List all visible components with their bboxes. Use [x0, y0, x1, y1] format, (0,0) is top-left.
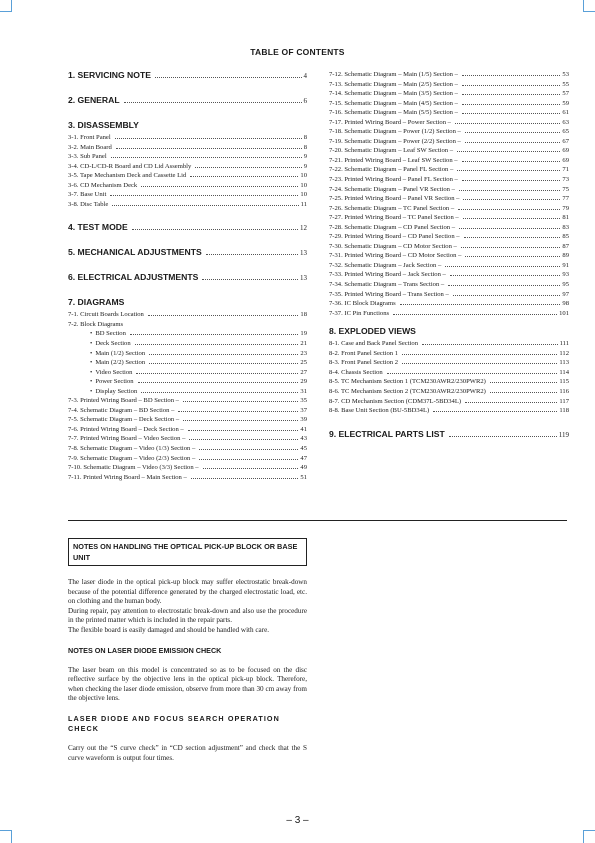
- toc-entry[interactable]: [329, 309, 569, 319]
- toc-label: 6. ELECTRICAL ADJUSTMENTS: [68, 272, 199, 283]
- toc-entry[interactable]: [329, 242, 569, 252]
- toc-sub-entry[interactable]: [68, 387, 307, 397]
- toc-label: 7-24. Schematic Diagram – Panel VR Section –: [329, 185, 455, 193]
- toc-entry[interactable]: [68, 181, 307, 191]
- dot-leader: [199, 449, 298, 450]
- toc-entry[interactable]: [329, 223, 569, 233]
- toc-page-number: 113: [559, 359, 569, 367]
- toc-entry[interactable]: [329, 89, 569, 99]
- notes-box-heading: NOTES ON HANDLING THE OPTICAL PICK-UP BLOCK OR BASE UNIT: [68, 538, 307, 566]
- toc-entry[interactable]: [329, 349, 569, 359]
- dot-leader: [110, 195, 298, 196]
- toc-label: 7-27. Printed Wiring Board – TC Panel Section –: [329, 214, 459, 222]
- dot-leader: [138, 382, 299, 383]
- dot-leader: [149, 354, 298, 355]
- notes-paragraph: Carry out the “S curve check” in “CD section adjustment” and check that the S curve waveform is output four times.: [68, 743, 307, 762]
- toc-sub-entry[interactable]: [68, 339, 307, 349]
- dot-leader: [453, 295, 561, 296]
- toc-page-number: 81: [562, 214, 569, 222]
- crop-mark-bottom-left: [0, 830, 12, 843]
- toc-label: Main (1/2) Section: [95, 349, 146, 357]
- dot-leader: [462, 180, 561, 181]
- toc-label: 7-28. Schematic Diagram – CD Panel Section –: [329, 223, 455, 231]
- toc-label: 7-22. Schematic Diagram – Panel FL Section –: [329, 166, 454, 174]
- focus-search-heading: LASER DIODE AND FOCUS SEARCH OPERATION CHECK: [68, 713, 280, 733]
- toc-page-number: 37: [300, 406, 307, 414]
- toc-label: 3-5. Tape Mechanism Deck and Cassette Lid: [68, 172, 187, 180]
- toc-entry[interactable]: [68, 444, 307, 454]
- toc-page-number: 9: [303, 162, 307, 170]
- toc-label: Power Section: [95, 378, 134, 386]
- toc-page-number: 47: [300, 454, 307, 462]
- toc-entry[interactable]: [68, 473, 307, 483]
- toc-page-number: 8: [303, 134, 307, 141]
- toc-page-number: 57: [562, 90, 569, 98]
- toc-page-number: 115: [559, 378, 569, 386]
- toc-section-heading[interactable]: [68, 70, 307, 82]
- toc-page-number: 29: [300, 378, 307, 386]
- toc-label: 7-25. Printed Wiring Board – Panel VR Section –: [329, 195, 460, 203]
- dot-leader: [462, 104, 560, 105]
- toc-label: 2. GENERAL: [68, 95, 120, 105]
- toc-entry[interactable]: [329, 118, 569, 128]
- dot-leader: [203, 468, 299, 469]
- toc-section-heading[interactable]: [68, 272, 307, 284]
- toc-page-number: 93: [562, 271, 569, 279]
- dot-leader: [199, 459, 298, 460]
- toc-label: 7-33. Printed Wiring Board – Jack Section –: [329, 271, 446, 279]
- toc-page-number: 111: [559, 340, 569, 348]
- toc-label: 7-2. Block Diagrams: [68, 320, 124, 328]
- toc-label: 7-30. Schematic Diagram – CD Motor Section –: [329, 242, 457, 250]
- dot-leader: [463, 199, 560, 200]
- dot-leader: [465, 402, 557, 403]
- toc-page-number: 65: [562, 128, 569, 136]
- toc-label: 8. EXPLODED VIEWS: [329, 326, 416, 337]
- toc-page-number: 23: [300, 349, 307, 357]
- toc-label: 3-6. CD Mechanism Deck: [68, 181, 138, 189]
- toc-entry[interactable]: [68, 162, 307, 172]
- toc-page-number: 49: [300, 464, 307, 472]
- toc-label: 7-10. Schematic Diagram – Video (3/3) Section –: [68, 464, 199, 472]
- toc-entry[interactable]: [68, 143, 307, 153]
- toc-section-heading[interactable]: [68, 120, 307, 131]
- toc-entry[interactable]: [329, 261, 569, 271]
- laser-emission-heading: NOTES ON LASER DIODE EMISSION CHECK: [68, 645, 222, 655]
- dot-leader: [124, 102, 302, 103]
- crop-mark-top-left: [0, 0, 12, 12]
- bullet-icon: •: [90, 368, 93, 376]
- toc-label: 7-16. Schematic Diagram – Main (5/5) Section –: [329, 109, 458, 117]
- toc-page-number: 69: [562, 156, 569, 164]
- toc-page-number: 97: [562, 290, 569, 298]
- page-number: – 3 –: [286, 815, 309, 826]
- toc-entry[interactable]: [68, 200, 307, 210]
- toc-page-number: 73: [562, 176, 569, 184]
- toc-page-number: 35: [300, 397, 307, 405]
- toc-label: 7-13. Schematic Diagram – Main (2/5) Section –: [329, 80, 458, 88]
- toc-page-number: 21: [300, 340, 307, 348]
- bullet-icon: •: [90, 387, 93, 395]
- toc-entry[interactable]: [68, 463, 307, 473]
- dot-leader: [465, 256, 560, 257]
- toc-label: 7-8. Schematic Diagram – Video (1/3) Section –: [68, 445, 196, 453]
- dot-leader: [448, 285, 560, 286]
- dot-leader: [206, 254, 298, 255]
- toc-label: Main (2/2) Section: [95, 359, 146, 367]
- dot-leader: [465, 132, 561, 133]
- toc-label: 7-32. Schematic Diagram – Jack Section –: [329, 261, 442, 269]
- toc-entry[interactable]: [68, 406, 307, 416]
- dot-leader: [464, 237, 561, 238]
- dot-leader: [141, 392, 298, 393]
- toc-label: Display Section: [95, 387, 138, 395]
- toc-page-number: 10: [300, 191, 307, 199]
- toc-label: 7-6. Printed Wiring Board – Deck Section –: [68, 425, 184, 433]
- toc-label: 9. ELECTRICAL PARTS LIST: [329, 428, 445, 439]
- toc-page-number: 91: [562, 261, 569, 269]
- toc-label: Deck Section: [95, 340, 131, 348]
- toc-label: 4. TEST MODE: [68, 222, 128, 233]
- toc-label: 8-3. Front Panel Section 2: [329, 359, 399, 367]
- toc-page-number: 25: [300, 359, 307, 367]
- toc-entry[interactable]: [68, 434, 307, 444]
- dot-leader: [183, 401, 298, 402]
- toc-page-number: 77: [562, 195, 569, 203]
- toc-label: 7-14. Schematic Diagram – Main (3/5) Section –: [329, 90, 458, 98]
- toc-sub-entry[interactable]: [68, 349, 307, 359]
- toc-entry[interactable]: [68, 310, 307, 320]
- toc-label: 3-2. Main Board: [68, 143, 112, 151]
- toc-label: 1. SERVICING NOTE: [68, 70, 151, 80]
- toc-page-number: 117: [559, 397, 569, 405]
- dot-leader: [462, 85, 560, 86]
- toc-label: BD Section: [95, 330, 126, 338]
- dot-leader: [449, 436, 557, 437]
- toc-entry[interactable]: [329, 194, 569, 204]
- dot-leader: [463, 218, 561, 219]
- toc-entry[interactable]: [68, 425, 307, 435]
- toc-entry[interactable]: [68, 320, 307, 330]
- toc-label: 3-4. CD-L/CD-R Board and CD Lid Assembly: [68, 162, 192, 170]
- toc-label: 7-31. Printed Wiring Board – CD Motor Section –: [329, 252, 462, 260]
- toc-label: 7-34. Schematic Diagram – Trans Section –: [329, 281, 445, 289]
- toc-page-number: 53: [562, 71, 569, 78]
- toc-page-number: 67: [562, 137, 569, 145]
- toc-label: Video Section: [95, 368, 133, 376]
- toc-label: 7-9. Schematic Diagram – Video (2/3) Section –: [68, 454, 196, 462]
- toc-entry[interactable]: [68, 133, 307, 143]
- toc-label: 7-15. Schematic Diagram – Main (4/5) Section –: [329, 99, 458, 107]
- toc-sub-entry[interactable]: [68, 358, 307, 368]
- toc-page-number: 114: [559, 368, 569, 376]
- toc-page-number: 71: [562, 166, 569, 174]
- toc-page-number: 101: [559, 309, 569, 317]
- dot-leader: [461, 247, 561, 248]
- toc-entry[interactable]: [329, 137, 569, 147]
- toc-right-column: [329, 70, 569, 443]
- dot-leader: [445, 266, 560, 267]
- dot-leader: [132, 229, 298, 230]
- toc-sub-entry[interactable]: [68, 377, 307, 387]
- notes-paragraph: The laser beam on this model is concentrated so as to be focused on the disc reflective surface by the objective lens in the optical pick-up block. Therefore, when checking the laser diode emission, observe from more than 30 cm away from the objective lens.: [68, 665, 307, 703]
- dot-leader: [455, 123, 560, 124]
- toc-page-number: 83: [562, 223, 569, 231]
- toc-entry[interactable]: [329, 213, 569, 223]
- toc-page-number: 13: [300, 249, 307, 258]
- toc-entry[interactable]: [329, 185, 569, 195]
- page-title: TABLE OF CONTENTS: [250, 47, 345, 57]
- toc-label: 7-12. Schematic Diagram – Main (1/5) Section –: [329, 71, 458, 78]
- toc-entry[interactable]: [329, 387, 569, 397]
- toc-sub-entry[interactable]: [68, 368, 307, 378]
- dot-leader: [462, 75, 560, 76]
- toc-label: 7-21. Printed Wiring Board – Leaf SW Section –: [329, 156, 458, 164]
- toc-section-heading[interactable]: [68, 297, 307, 308]
- toc-page-number: 89: [562, 252, 569, 260]
- dot-leader: [112, 205, 298, 206]
- toc-entry[interactable]: [329, 290, 569, 300]
- toc-page-number: 13: [300, 274, 307, 283]
- toc-label: 8-8. Base Unit Section (BU-5BD34L): [329, 407, 430, 415]
- toc-page-number: 61: [562, 109, 569, 117]
- toc-label: 8-4. Chassis Section: [329, 368, 383, 376]
- toc-entry[interactable]: [329, 146, 569, 156]
- toc-entry[interactable]: [329, 232, 569, 242]
- toc-page-number: 95: [562, 281, 569, 289]
- dot-leader: [393, 314, 557, 315]
- toc-entry[interactable]: [329, 270, 569, 280]
- toc-label: 7-3. Printed Wiring Board – BD Section –: [68, 397, 179, 405]
- toc-section-heading[interactable]: [68, 247, 307, 259]
- dot-leader: [490, 392, 557, 393]
- toc-label: 7. DIAGRAMS: [68, 297, 125, 308]
- notes-paragraph: During repair, pay attention to electrostatic break-down and also use the procedure in the printed matter which is included in the repair parts.: [68, 606, 307, 625]
- toc-label: 7-29. Printed Wiring Board – CD Panel Section –: [329, 233, 460, 241]
- toc-label: 7-5. Schematic Diagram – Deck Section –: [68, 416, 180, 424]
- toc-sub-entry[interactable]: [68, 329, 307, 339]
- toc-entry[interactable]: [68, 171, 307, 181]
- toc-page-number: 98: [562, 300, 569, 308]
- toc-section-heading[interactable]: [329, 326, 569, 337]
- toc-page-number: 116: [559, 387, 569, 395]
- toc-label: 5. MECHANICAL ADJUSTMENTS: [68, 247, 202, 258]
- toc-page-number: 27: [300, 368, 307, 376]
- dot-leader: [195, 167, 301, 168]
- toc-label: 3-1. Front Panel: [68, 134, 111, 141]
- bullet-icon: •: [90, 378, 93, 386]
- toc-entry[interactable]: [68, 415, 307, 425]
- dot-leader: [422, 344, 558, 345]
- toc-page-number: 51: [300, 473, 307, 481]
- toc-section-heading[interactable]: [329, 429, 569, 441]
- dot-leader: [202, 279, 298, 280]
- dot-leader: [459, 190, 561, 191]
- toc-label: 8-1. Case and Back Panel Section: [329, 340, 418, 348]
- toc-entry[interactable]: [329, 80, 569, 90]
- toc-entry[interactable]: [329, 406, 569, 416]
- toc-label: 8-7. CD Mechanism Section (CDM37L-5BD34L): [329, 397, 462, 405]
- toc-label: 7-7. Printed Wiring Board – Video Section –: [68, 435, 186, 443]
- toc-left-column: [68, 70, 307, 482]
- dot-leader: [465, 142, 561, 143]
- toc-page-number: 18: [300, 311, 307, 319]
- toc-entry[interactable]: [329, 368, 569, 378]
- toc-label: 3-8. Disc Table: [68, 200, 109, 208]
- dot-leader: [116, 148, 302, 149]
- dot-leader: [191, 478, 299, 479]
- toc-page-number: 9: [303, 153, 307, 161]
- toc-label: 7-11. Printed Wiring Board – Main Section –: [68, 473, 187, 481]
- dot-leader: [188, 430, 299, 431]
- dot-leader: [149, 363, 298, 364]
- toc-label: 7-36. IC Block Diagrams: [329, 300, 396, 308]
- toc-entry[interactable]: [329, 339, 569, 349]
- toc-page-number: 87: [562, 242, 569, 250]
- toc-page-number: 59: [562, 99, 569, 107]
- toc-entry[interactable]: [68, 190, 307, 200]
- toc-page-number: 6: [303, 97, 307, 105]
- dot-leader: [402, 354, 557, 355]
- dot-leader: [136, 373, 298, 374]
- notes-paragraph: The laser diode in the optical pick-up block may suffer electrostatic break-down because of the potential difference generated by the charged electrostatic load, etc. on clothing and the human body.: [68, 578, 307, 606]
- dot-leader: [458, 209, 560, 210]
- toc-entry[interactable]: [329, 358, 569, 368]
- toc-label: 7-37. IC Pin Functions: [329, 309, 390, 317]
- toc-page-number: 8: [303, 143, 307, 151]
- section-divider: [68, 520, 567, 521]
- toc-entry[interactable]: [329, 175, 569, 185]
- toc-entry[interactable]: [68, 454, 307, 464]
- toc-entry[interactable]: [329, 70, 569, 80]
- dot-leader: [189, 439, 298, 440]
- toc-entry[interactable]: [329, 99, 569, 109]
- toc-entry[interactable]: [68, 152, 307, 162]
- bullet-icon: •: [90, 330, 93, 338]
- toc-page-number: 10: [300, 181, 307, 189]
- toc-page-number: 118: [559, 407, 569, 415]
- toc-label: 7-35. Printed Wiring Board – Trans Section –: [329, 290, 449, 298]
- toc-label: 7-23. Printed Wiring Board – Panel FL Section –: [329, 176, 458, 184]
- toc-entry[interactable]: [329, 280, 569, 290]
- dot-leader: [402, 363, 557, 364]
- toc-page-number: 12: [300, 224, 307, 233]
- dot-leader: [130, 334, 299, 335]
- toc-page-number: 79: [562, 204, 569, 212]
- dot-leader: [457, 151, 560, 152]
- toc-label: 8-6. TC Mechanism Section 2 (TCM230AWR2/230PWR2): [329, 387, 486, 395]
- toc-entry[interactable]: [329, 377, 569, 387]
- dot-leader: [135, 344, 299, 345]
- toc-page-number: 119: [558, 430, 569, 439]
- toc-page-number: 69: [562, 147, 569, 155]
- bullet-icon: •: [90, 359, 93, 367]
- toc-page-number: 10: [300, 172, 307, 180]
- handling-notes: [68, 538, 307, 763]
- dot-leader: [111, 157, 302, 158]
- toc-page-number: 75: [562, 185, 569, 193]
- toc-page-number: 19: [300, 330, 307, 338]
- dot-leader: [462, 113, 560, 114]
- dot-leader: [450, 275, 561, 276]
- dot-leader: [148, 315, 299, 316]
- toc-entry[interactable]: [329, 156, 569, 166]
- toc-label: 3. DISASSEMBLY: [68, 120, 139, 130]
- bullet-icon: •: [90, 340, 93, 348]
- toc-page-number: 39: [300, 416, 307, 424]
- dot-leader: [141, 186, 298, 187]
- dot-leader: [400, 304, 561, 305]
- toc-entry[interactable]: [329, 397, 569, 407]
- toc-page-number: 4: [303, 72, 307, 80]
- dot-leader: [387, 373, 558, 374]
- toc-page-number: 45: [300, 445, 307, 453]
- dot-leader: [115, 138, 302, 139]
- toc-page-number: 11: [300, 200, 307, 208]
- toc-label: 8-2. Front Panel Section 1: [329, 349, 399, 357]
- toc-entry[interactable]: [329, 299, 569, 309]
- toc-page-number: 43: [300, 435, 307, 443]
- dot-leader: [462, 161, 561, 162]
- toc-page-number: 55: [562, 80, 569, 88]
- toc-entry[interactable]: [329, 165, 569, 175]
- toc-label: 7-18. Schematic Diagram – Power (1/2) Section –: [329, 128, 461, 136]
- toc-label: 7-17. Printed Wiring Board – Power Section –: [329, 118, 451, 126]
- toc-entry[interactable]: [329, 108, 569, 118]
- toc-label: 7-1. Circuit Boards Location: [68, 311, 144, 319]
- toc-page-number: 31: [300, 387, 307, 395]
- toc-label: 8-5. TC Mechanism Section 1 (TCM230AWR2/230PWR2): [329, 378, 486, 386]
- toc-section-heading[interactable]: [68, 222, 307, 234]
- toc-entry[interactable]: [329, 204, 569, 214]
- notes-paragraph: The flexible board is easily damaged and should be handled with care.: [68, 625, 270, 634]
- dot-leader: [457, 170, 560, 171]
- dot-leader: [183, 420, 298, 421]
- toc-entry[interactable]: [329, 251, 569, 261]
- dot-leader: [155, 77, 302, 78]
- toc-page-number: 63: [562, 118, 569, 126]
- toc-label: 7-19. Schematic Diagram – Power (2/2) Section –: [329, 137, 461, 145]
- dot-leader: [433, 411, 557, 412]
- dot-leader: [462, 94, 560, 95]
- toc-page-number: 41: [300, 425, 307, 433]
- crop-mark-bottom-right: [583, 830, 595, 843]
- dot-leader: [459, 228, 560, 229]
- dot-leader: [190, 176, 298, 177]
- dot-leader: [490, 382, 557, 383]
- toc-label: 3-3. Sub Panel: [68, 153, 107, 161]
- dot-leader: [178, 411, 298, 412]
- toc-page-number: 85: [562, 233, 569, 241]
- toc-entry[interactable]: [329, 127, 569, 137]
- toc-label: 7-4. Schematic Diagram – BD Section –: [68, 406, 175, 414]
- toc-label: 7-20. Schematic Diagram – Leaf SW Section –: [329, 147, 454, 155]
- toc-section-heading[interactable]: [68, 95, 307, 107]
- toc-label: 3-7. Base Unit: [68, 191, 107, 199]
- toc-label: 7-26. Schematic Diagram – TC Panel Section –: [329, 204, 455, 212]
- toc-entry[interactable]: [68, 396, 307, 406]
- toc-page-number: 112: [559, 349, 569, 357]
- bullet-icon: •: [90, 349, 93, 357]
- crop-mark-top-right: [583, 0, 595, 12]
